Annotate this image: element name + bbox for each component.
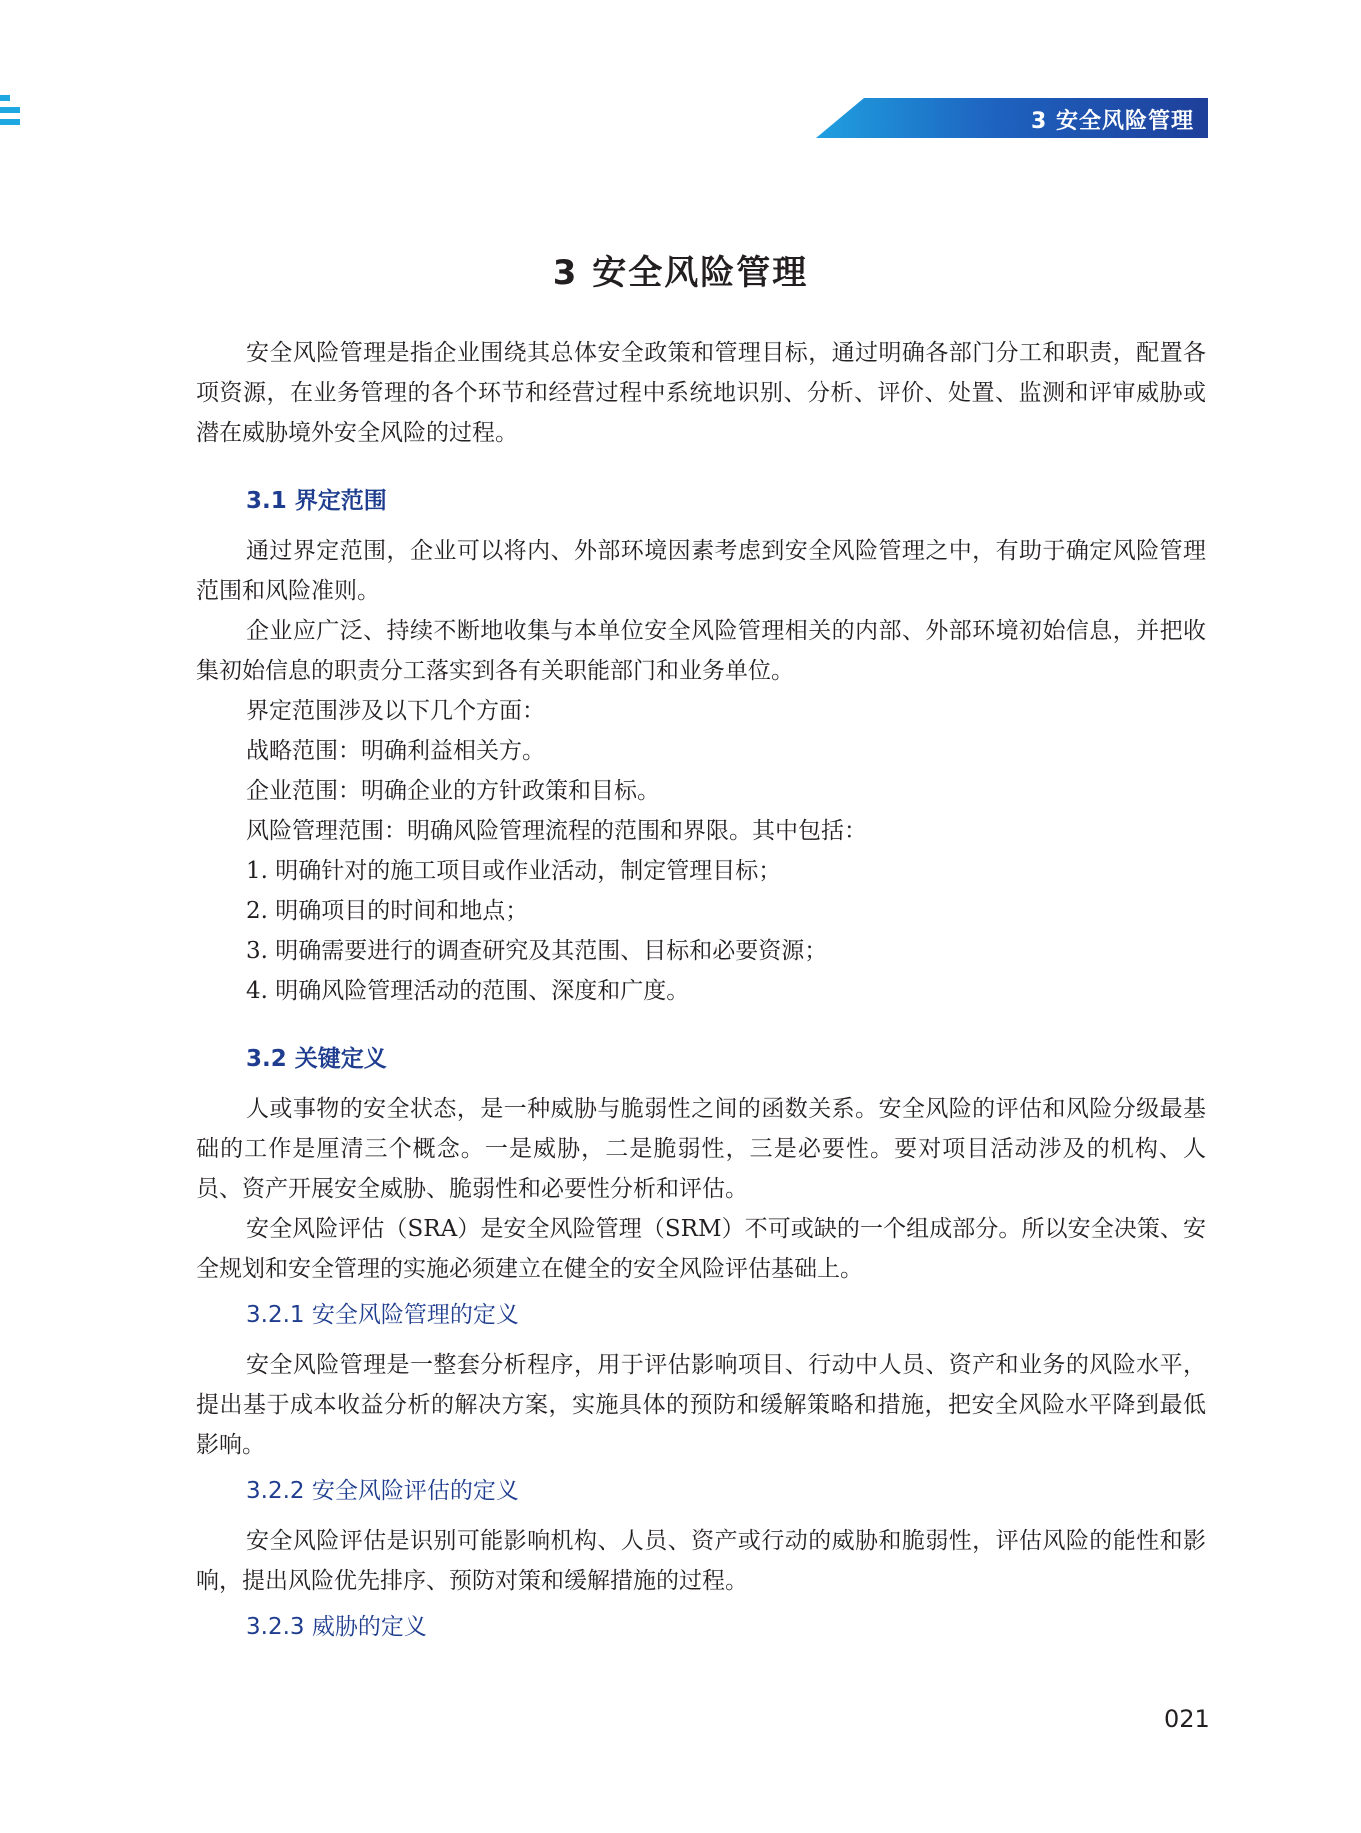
paragraph: 战略范围：明确利益相关方。	[246, 738, 545, 764]
paragraph: 安全风险管理是一整套分析程序，用于评估影响项目、行动中人员、资产和业务的风险水平，提出基于成本收益分析的解决方案，实施具体的预防和缓解策略和措施，把安全风险水平降到最低影响。	[196, 1352, 1206, 1458]
paragraph: 界定范围涉及以下几个方面：	[246, 698, 545, 724]
list-item: 2. 明确项目的时间和地点；	[246, 898, 529, 924]
main-content	[196, 333, 1206, 1657]
paragraph: 通过界定范围，企业可以将内、外部环境因素考虑到安全风险管理之中，有助于确定风险管理范围和风险准则。	[196, 538, 1206, 604]
section-heading: 3.1 界定范围	[246, 488, 387, 514]
list-item: 3. 明确需要进行的调查研究及其范围、目标和必要资源；	[246, 938, 828, 964]
subsection-heading: 3.2.1 安全风险管理的定义	[246, 1302, 519, 1328]
intro-paragraph: 安全风险管理是指企业围绕其总体安全政策和管理目标，通过明确各部门分工和职责，配置各项资源，在业务管理的各个环节和经营过程中系统地识别、分析、评价、处置、监测和评审威胁或潜在威胁境外安全风险的过程。	[196, 340, 1206, 446]
paragraph: 风险管理范围：明确风险管理流程的范围和界限。其中包括：	[246, 818, 867, 844]
section-heading: 3.2 关键定义	[246, 1046, 387, 1072]
paragraph: 人或事物的安全状态，是一种威胁与脆弱性之间的函数关系。安全风险的评估和风险分级最基础的工作是厘清三个概念。一是威胁，二是脆弱性，三是必要性。要对项目活动涉及的机构、人员、资产开展安全威胁、脆弱性和必要性分析和评估。	[196, 1096, 1206, 1202]
edge-bar	[0, 95, 10, 101]
list-item: 1. 明确针对的施工项目或作业活动，制定管理目标；	[246, 858, 782, 884]
paragraph: 企业应广泛、持续不断地收集与本单位安全风险管理相关的内部、外部环境初始信息，并把收集初始信息的职责分工落实到各有关职能部门和业务单位。	[196, 618, 1206, 684]
chapter-header-tab	[816, 98, 1208, 138]
page-number: 021	[1164, 1705, 1210, 1733]
paragraph: 安全风险评估（SRA）是安全风险管理（SRM）不可或缺的一个组成部分。所以安全决策、安全规划和安全管理的实施必须建立在健全的安全风险评估基础上。	[196, 1216, 1206, 1282]
subsection-heading: 3.2.3 威胁的定义	[246, 1614, 427, 1640]
chapter-title: 3 安全风险管理	[552, 253, 809, 293]
header-chapter-label: 3 安全风险管理	[1031, 109, 1194, 134]
list-item: 4. 明确风险管理活动的范围、深度和广度。	[246, 978, 690, 1004]
edge-decoration-bars	[0, 95, 20, 131]
edge-bar	[0, 107, 20, 113]
edge-bar	[0, 119, 20, 125]
subsection-heading: 3.2.2 安全风险评估的定义	[246, 1478, 519, 1504]
paragraph: 安全风险评估是识别可能影响机构、人员、资产或行动的威胁和脆弱性，评估风险的能性和影响，提出风险优先排序、预防对策和缓解措施的过程。	[196, 1528, 1206, 1594]
paragraph: 企业范围：明确企业的方针政策和目标。	[246, 778, 660, 804]
